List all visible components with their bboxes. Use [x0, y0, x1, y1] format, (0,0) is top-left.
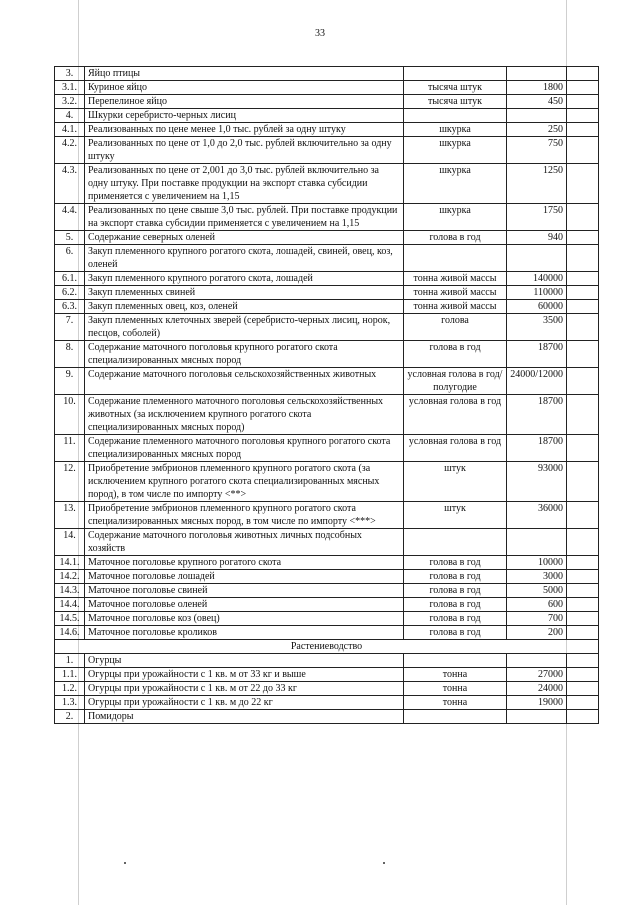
row-name: Закуп племенного крупного рогатого скота, лошадей [85, 272, 404, 286]
table-row [55, 137, 599, 164]
row-number: 14. [55, 529, 85, 556]
row-extra [567, 570, 599, 584]
table-row [55, 626, 599, 640]
row-extra [567, 341, 599, 368]
row-unit: тонна живой массы [404, 286, 507, 300]
row-extra [567, 286, 599, 300]
row-extra [567, 81, 599, 95]
row-name: Реализованных по цене менее 1,0 тыс. рублей за одну штуку [85, 123, 404, 137]
row-extra [567, 204, 599, 231]
row-extra [567, 529, 599, 556]
row-rate: 450 [507, 95, 567, 109]
row-number: 5. [55, 231, 85, 245]
row-unit: тысяча штук [404, 81, 507, 95]
row-unit: условная голова в год/ полугодие [404, 368, 507, 395]
row-name: Маточное поголовье кроликов [85, 626, 404, 640]
table-row [55, 164, 599, 204]
row-rate [507, 529, 567, 556]
scan-dot [124, 862, 126, 864]
table-row [55, 109, 599, 123]
row-name: Маточное поголовье крупного рогатого скота [85, 556, 404, 570]
row-extra [567, 462, 599, 502]
row-rate: 36000 [507, 502, 567, 529]
table-row [55, 204, 599, 231]
row-number: 4.4. [55, 204, 85, 231]
page-number: 33 [315, 28, 325, 39]
row-unit: голова в год [404, 584, 507, 598]
row-name: Маточное поголовье лошадей [85, 570, 404, 584]
row-unit: тысяча штук [404, 95, 507, 109]
row-rate: 10000 [507, 556, 567, 570]
row-extra [567, 598, 599, 612]
row-extra [567, 584, 599, 598]
row-rate [507, 67, 567, 81]
row-unit [404, 245, 507, 272]
row-unit [404, 67, 507, 81]
row-rate: 5000 [507, 584, 567, 598]
row-extra [567, 67, 599, 81]
table-body [55, 67, 599, 724]
row-extra [567, 314, 599, 341]
table-row [55, 462, 599, 502]
row-number: 14.3. [55, 584, 85, 598]
row-rate: 18700 [507, 435, 567, 462]
row-unit: штук [404, 502, 507, 529]
row-name: Содержание племенного маточного поголовья крупного рогатого скота специализированных мясных пород [85, 435, 404, 462]
table-row [55, 584, 599, 598]
row-extra [567, 245, 599, 272]
row-name: Маточное поголовье оленей [85, 598, 404, 612]
row-number: 1. [55, 654, 85, 668]
table-row [55, 682, 599, 696]
row-extra [567, 654, 599, 668]
row-name: Реализованных по цене от 2,001 до 3,0 тыс. рублей включительно за одну штуку. При поставке продукции на экспорт ставка субсидии применяется с увеличением на 1,15 [85, 164, 404, 204]
row-unit: шкурка [404, 123, 507, 137]
row-rate [507, 245, 567, 272]
row-name: Реализованных по цене от 1,0 до 2,0 тыс. рублей включительно за одну штуку [85, 137, 404, 164]
row-rate [507, 109, 567, 123]
row-name: Реализованных по цене свыше 3,0 тыс. рублей. При поставке продукции на экспорт ставка субсидии применяется с увеличением на 1,15 [85, 204, 404, 231]
table-row [55, 341, 599, 368]
table-row [55, 67, 599, 81]
row-extra [567, 626, 599, 640]
row-extra [567, 272, 599, 286]
table-row [55, 710, 599, 724]
row-extra [567, 300, 599, 314]
row-extra [567, 231, 599, 245]
row-name: Огурцы при урожайности с 1 кв. м от 22 до 33 кг [85, 682, 404, 696]
row-rate: 1750 [507, 204, 567, 231]
row-unit: шкурка [404, 164, 507, 204]
row-unit: голова [404, 314, 507, 341]
row-number: 1.3. [55, 696, 85, 710]
row-unit [404, 529, 507, 556]
row-name: Закуп племенных клеточных зверей (серебристо-черных лисиц, норок, песцов, соболей) [85, 314, 404, 341]
row-unit: голова в год [404, 556, 507, 570]
row-name: Куриное яйцо [85, 81, 404, 95]
row-name: Маточное поголовье свиней [85, 584, 404, 598]
row-unit: тонна живой массы [404, 300, 507, 314]
row-unit: тонна [404, 682, 507, 696]
row-unit: голова в год [404, 598, 507, 612]
row-rate: 110000 [507, 286, 567, 300]
row-unit [404, 710, 507, 724]
row-unit: шкурка [404, 204, 507, 231]
row-name: Закуп племенных овец, коз, оленей [85, 300, 404, 314]
row-extra [567, 109, 599, 123]
table-row [55, 529, 599, 556]
row-number: 14.6. [55, 626, 85, 640]
table-row [55, 314, 599, 341]
row-number: 9. [55, 368, 85, 395]
row-name: Маточное поголовье коз (овец) [85, 612, 404, 626]
row-rate: 700 [507, 612, 567, 626]
table-row [55, 300, 599, 314]
row-name: Яйцо птицы [85, 67, 404, 81]
row-extra [567, 435, 599, 462]
row-extra [567, 368, 599, 395]
table-row [55, 123, 599, 137]
row-number: 13. [55, 502, 85, 529]
row-rate: 940 [507, 231, 567, 245]
row-name: Огурцы при урожайности с 1 кв. м от 33 кг и выше [85, 668, 404, 682]
row-extra [567, 164, 599, 204]
row-number: 14.1. [55, 556, 85, 570]
row-rate: 93000 [507, 462, 567, 502]
row-extra [567, 556, 599, 570]
row-unit: голова в год [404, 570, 507, 584]
row-number: 6.3. [55, 300, 85, 314]
row-number: 3. [55, 67, 85, 81]
row-extra [567, 612, 599, 626]
row-number: 6.1. [55, 272, 85, 286]
row-name: Содержание племенного маточного поголовья сельскохозяйственных животных (за исключением крупного рогатого скота специализированных мясных пород) [85, 395, 404, 435]
row-extra [567, 502, 599, 529]
row-unit: условная голова в год [404, 435, 507, 462]
row-rate: 140000 [507, 272, 567, 286]
row-unit: голова в год [404, 341, 507, 368]
row-name: Приобретение эмбрионов племенного крупного рогатого скота (за исключением крупного рогатого скота специализированных мясных пород), в том числе по импорту <**> [85, 462, 404, 502]
row-name: Огурцы при урожайности с 1 кв. м до 22 кг [85, 696, 404, 710]
row-extra [567, 668, 599, 682]
row-rate: 750 [507, 137, 567, 164]
row-unit: голова в год [404, 626, 507, 640]
row-name: Закуп племенного крупного рогатого скота, лошадей, свиней, овец, коз, оленей [85, 245, 404, 272]
row-extra [567, 395, 599, 435]
row-number: 1.2. [55, 682, 85, 696]
row-extra [567, 696, 599, 710]
table-row [55, 612, 599, 626]
row-rate: 200 [507, 626, 567, 640]
row-number: 3.2. [55, 95, 85, 109]
row-number: 11. [55, 435, 85, 462]
table-row [55, 598, 599, 612]
table-row [55, 570, 599, 584]
table-row [55, 556, 599, 570]
row-number: 14.2. [55, 570, 85, 584]
row-number: 3.1. [55, 81, 85, 95]
row-rate: 3000 [507, 570, 567, 584]
table-row [55, 395, 599, 435]
row-extra [567, 682, 599, 696]
row-unit: голова в год [404, 231, 507, 245]
row-unit [404, 109, 507, 123]
table-row [55, 654, 599, 668]
row-name: Помидоры [85, 710, 404, 724]
row-rate: 3500 [507, 314, 567, 341]
row-rate: 1800 [507, 81, 567, 95]
subsidy-rates-table [54, 66, 599, 724]
table-row [55, 286, 599, 300]
table-row [55, 696, 599, 710]
row-unit: условная голова в год [404, 395, 507, 435]
row-name: Перепелиное яйцо [85, 95, 404, 109]
row-number: 12. [55, 462, 85, 502]
row-number: 14.5. [55, 612, 85, 626]
row-name: Содержание маточного поголовья животных личных подсобных хозяйств [85, 529, 404, 556]
row-unit: штук [404, 462, 507, 502]
row-unit: тонна [404, 668, 507, 682]
row-number: 14.4. [55, 598, 85, 612]
row-rate: 18700 [507, 341, 567, 368]
table-row [55, 435, 599, 462]
table-row [55, 272, 599, 286]
row-extra [567, 710, 599, 724]
table-row [55, 502, 599, 529]
table-row [55, 668, 599, 682]
row-rate [507, 710, 567, 724]
row-number: 4.2. [55, 137, 85, 164]
row-number: 1.1. [55, 668, 85, 682]
row-unit [404, 654, 507, 668]
row-number: 6. [55, 245, 85, 272]
row-number: 4.1. [55, 123, 85, 137]
row-rate: 60000 [507, 300, 567, 314]
row-number: 4. [55, 109, 85, 123]
table-row [55, 231, 599, 245]
table-row [55, 245, 599, 272]
section-row [55, 640, 599, 654]
row-rate: 27000 [507, 668, 567, 682]
row-rate [507, 654, 567, 668]
row-rate: 1250 [507, 164, 567, 204]
row-name: Шкурки серебристо-черных лисиц [85, 109, 404, 123]
row-rate: 24000/12000 [507, 368, 567, 395]
row-name: Закуп племенных свиней [85, 286, 404, 300]
table-row [55, 368, 599, 395]
row-name: Приобретение эмбрионов племенного крупного рогатого скота специализированных мясных пород, в том числе по импорту <***> [85, 502, 404, 529]
row-extra [567, 137, 599, 164]
row-rate: 600 [507, 598, 567, 612]
section-title: Растениеводство [55, 640, 599, 654]
row-number: 8. [55, 341, 85, 368]
row-extra [567, 95, 599, 109]
scan-dot [383, 862, 385, 864]
row-rate: 250 [507, 123, 567, 137]
row-rate: 24000 [507, 682, 567, 696]
row-number: 10. [55, 395, 85, 435]
row-rate: 19000 [507, 696, 567, 710]
row-rate: 18700 [507, 395, 567, 435]
row-number: 6.2. [55, 286, 85, 300]
row-extra [567, 123, 599, 137]
row-number: 4.3. [55, 164, 85, 204]
row-name: Огурцы [85, 654, 404, 668]
row-number: 7. [55, 314, 85, 341]
row-name: Содержание северных оленей [85, 231, 404, 245]
table-row [55, 95, 599, 109]
row-unit: тонна [404, 696, 507, 710]
table-row [55, 81, 599, 95]
row-name: Содержание маточного поголовья крупного рогатого скота специализированных мясных пород [85, 341, 404, 368]
row-name: Содержание маточного поголовья сельскохозяйственных животных [85, 368, 404, 395]
row-unit: тонна живой массы [404, 272, 507, 286]
row-number: 2. [55, 710, 85, 724]
row-unit: голова в год [404, 612, 507, 626]
row-unit: шкурка [404, 137, 507, 164]
